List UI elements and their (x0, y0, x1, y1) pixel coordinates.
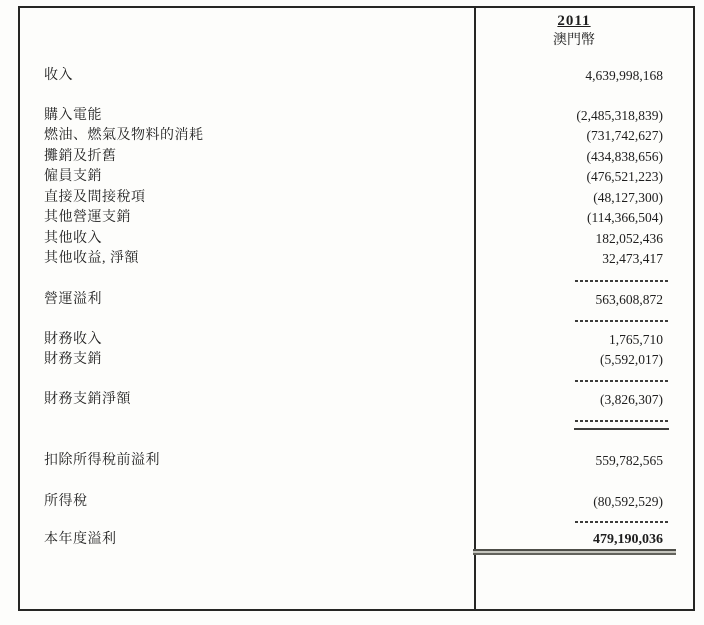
dashed-separator (575, 320, 669, 322)
row-amount: (731,742,627) (586, 128, 663, 143)
dashed-separator (575, 420, 669, 422)
row-label: 營運溢利 (44, 292, 102, 307)
row-label: 扣除所得稅前溢利 (44, 453, 160, 468)
row-label: 僱員支銷 (44, 169, 102, 184)
row-fuel-gas-materials (44, 126, 663, 146)
dashed-separator (575, 521, 669, 523)
row-amount: (476,521,223) (586, 169, 663, 184)
grand-total-double-rule (473, 549, 676, 555)
row-label: 本年度溢利 (44, 532, 117, 547)
row-label: 燃油、燃氣及物料的消耗 (44, 128, 204, 143)
year-header: 2011 (557, 13, 591, 29)
row-label: 財務收入 (44, 332, 102, 347)
row-purchased-energy (44, 106, 663, 126)
row-label: 財務支銷淨額 (44, 392, 131, 407)
row-direct-indirect-taxes (44, 188, 663, 208)
row-amount: 4,639,998,168 (585, 68, 663, 83)
dashed-separator (575, 280, 669, 282)
row-label: 其他收入 (44, 231, 102, 246)
row-finance-costs (44, 350, 663, 370)
row-revenue (44, 66, 663, 86)
row-amount: (434,838,656) (586, 149, 663, 164)
amount-column-header (521, 12, 627, 50)
row-amount: (3,826,307) (600, 392, 663, 407)
row-label: 其他收益, 淨額 (44, 251, 139, 266)
row-amount: 479,190,036 (593, 532, 663, 547)
row-amount: (80,592,529) (593, 494, 663, 509)
row-finance-income (44, 330, 663, 350)
dashed-separator (575, 380, 669, 382)
row-other-gains-net (44, 249, 663, 269)
row-amount: 182,052,436 (595, 231, 663, 246)
currency-label: 澳門幣 (553, 33, 595, 48)
solid-separator (574, 428, 669, 430)
row-amount: 1,765,710 (609, 332, 663, 347)
row-other-operating-expenses (44, 208, 663, 228)
row-label: 所得稅 (44, 494, 88, 509)
row-amount: (2,485,318,839) (576, 108, 663, 123)
row-staff-costs (44, 167, 663, 187)
row-amount: 563,608,872 (595, 292, 663, 307)
row-amount: 32,473,417 (602, 251, 663, 266)
row-profit-before-income-tax (44, 451, 663, 471)
row-amount: (114,366,504) (587, 210, 663, 225)
row-amount: 559,782,565 (595, 453, 663, 468)
row-amount: (48,127,300) (593, 190, 663, 205)
row-label: 攤銷及折舊 (44, 149, 117, 164)
row-label: 財務支銷 (44, 352, 102, 367)
row-net-finance-costs (44, 390, 663, 410)
row-income-tax (44, 492, 663, 512)
row-amount: (5,592,017) (600, 352, 663, 367)
row-label: 其他營運支銷 (44, 210, 131, 225)
row-label: 直接及間接稅項 (44, 190, 146, 205)
row-label: 收入 (44, 68, 73, 83)
row-label: 購入電能 (44, 108, 102, 123)
row-amortization-depreciation (44, 147, 663, 167)
row-profit-for-the-year (44, 530, 663, 550)
row-other-income (44, 229, 663, 249)
row-operating-profit (44, 290, 663, 310)
